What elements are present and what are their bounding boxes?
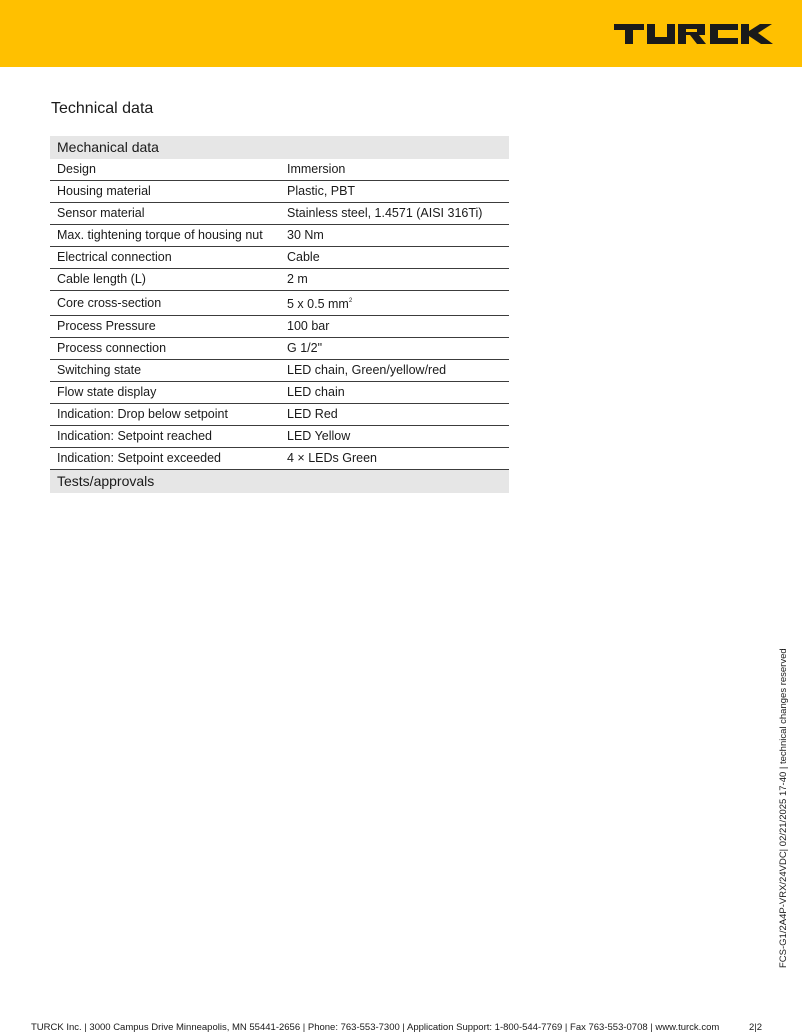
spec-key: Housing material xyxy=(50,181,279,203)
spec-value xyxy=(279,247,509,269)
spec-key: Sensor material xyxy=(50,203,279,225)
spec-value xyxy=(279,225,509,247)
table-row xyxy=(50,159,509,181)
spec-value xyxy=(279,159,509,181)
table-row xyxy=(50,448,509,470)
spec-value xyxy=(279,203,509,225)
spec-value xyxy=(279,291,509,316)
spec-key: Cable length (L) xyxy=(50,269,279,291)
spec-value-text: Immersion xyxy=(287,162,346,176)
spec-value xyxy=(279,448,509,470)
spec-key: Design xyxy=(50,159,279,181)
spec-value xyxy=(279,269,509,291)
table-row xyxy=(50,247,509,269)
spec-key: Core cross-section xyxy=(50,291,279,316)
spec-value xyxy=(279,181,509,203)
spec-value xyxy=(279,316,509,338)
page-number: 2|2 xyxy=(749,1022,763,1033)
group-title: Tests/approvals xyxy=(50,470,509,494)
spec-value xyxy=(279,338,509,360)
spec-value-text: LED Yellow xyxy=(287,429,351,443)
spec-value-text: G 1/2" xyxy=(287,341,323,355)
spec-value xyxy=(279,360,509,382)
spec-value-text: LED Red xyxy=(287,407,338,421)
spec-key: Indication: Setpoint exceeded xyxy=(50,448,279,470)
technical-data-table xyxy=(50,136,509,493)
spec-key: Process Pressure xyxy=(50,316,279,338)
table-row xyxy=(50,404,509,426)
spec-key: Electrical connection xyxy=(50,247,279,269)
table-row xyxy=(50,225,509,247)
spec-value xyxy=(279,426,509,448)
spec-key: Max. tightening torque of housing nut xyxy=(50,225,279,247)
table-row xyxy=(50,269,509,291)
section-title: Technical data xyxy=(51,100,154,117)
spec-key: Process connection xyxy=(50,338,279,360)
spec-value-text: LED chain xyxy=(287,385,345,399)
group-title: Mechanical data xyxy=(50,136,509,159)
spec-value-text: 2 m xyxy=(287,272,308,286)
header-bar xyxy=(0,0,802,67)
footer-contact: TURCK Inc. | 3000 Campus Drive Minneapolis, MN 55441-2656 | Phone: 763-553-7300 | Application Support: 1-800-544-7769 | Fax 763-553-0708 | www.turck.com xyxy=(31,1022,720,1033)
spec-key: Indication: Setpoint reached xyxy=(50,426,279,448)
table-row xyxy=(50,203,509,225)
spec-value-text: 30 Nm xyxy=(287,228,324,242)
spec-key: Indication: Drop below setpoint xyxy=(50,404,279,426)
spec-key: Flow state display xyxy=(50,382,279,404)
turck-logo xyxy=(614,22,780,46)
table-row xyxy=(50,426,509,448)
table-row xyxy=(50,338,509,360)
table-group-header xyxy=(50,136,509,159)
spec-key: Switching state xyxy=(50,360,279,382)
table-row xyxy=(50,181,509,203)
spec-value xyxy=(279,382,509,404)
table-row xyxy=(50,382,509,404)
spec-value-text: Plastic, PBT xyxy=(287,184,356,198)
table-row xyxy=(50,316,509,338)
spec-value-text: LED chain, Green/yellow/red xyxy=(287,363,447,377)
spec-value-text: Cable xyxy=(287,250,320,264)
table-group-header xyxy=(50,470,509,494)
spec-value-text: Stainless steel, 1.4571 (AISI 316Ti) xyxy=(287,206,483,220)
spec-value-text: 5 x 0.5 mm xyxy=(287,297,349,311)
document-id-note: FCS-G1/2A4P-VRX/24VDC| 02/21/2025 17-40 | technical changes reserved xyxy=(778,648,789,968)
spec-value-text: 4 × LEDs Green xyxy=(287,451,377,465)
table-row xyxy=(50,360,509,382)
table-row xyxy=(50,291,509,316)
spec-value xyxy=(279,404,509,426)
spec-value-text: 100 bar xyxy=(287,319,330,333)
spec-value-superscript: 2 xyxy=(348,298,353,304)
